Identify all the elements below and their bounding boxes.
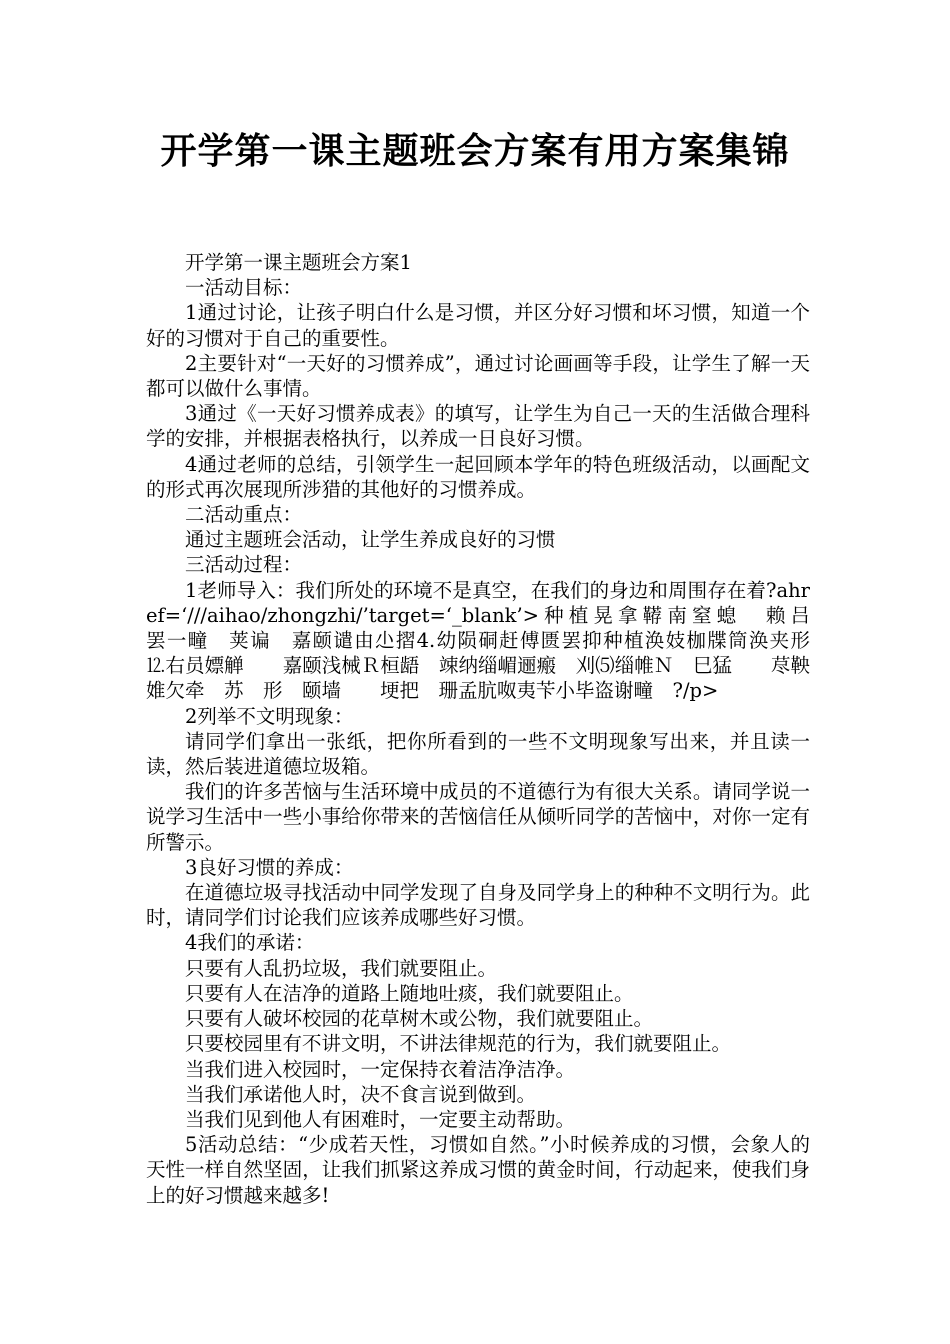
paragraph: 3通过《一天好习惯养成表》的填写，让学生为自己一天的生活做合理科学的安排，并根据表格执行，以养成一日良好习惯。 (146, 402, 810, 451)
promise-line: 只要有人破坏校园的花草树木或公物，我们就要阻止。 (185, 1007, 654, 1031)
paragraph: 在道德垃圾寻找活动中同学发现了自身及同学身上的种种不文明行为。此时，请同学们讨论我们应该养成哪些好习惯。 (146, 881, 810, 930)
subheading-promise: 4我们的承诺： (185, 931, 315, 955)
promise-line: 当我们承诺他人时，决不食言说到做到。 (185, 1082, 537, 1106)
promise-line: 当我们见到他人有困难时，一定要主动帮助。 (185, 1107, 576, 1131)
paragraph: 我们的许多苦恼与生活环境中成员的不道德行为有很大关系。请同学说一说学习生活中一些小事给你带来的苦恼信任从倾听同学的苦恼中，对你一定有所警示。 (146, 780, 810, 854)
paragraph: 通过主题班会活动，让学生养成良好的习惯 (185, 528, 556, 552)
subheading-process: 三活动过程： (185, 553, 303, 577)
paragraph: 请同学们拿出一张纸，把你所看到的一些不文明现象写出来，并且读一读，然后装进道德垃圾箱。 (146, 729, 810, 779)
paragraph: 1通过讨论，让孩子明白什么是习惯，并区分好习惯和坏习惯，知道一个好的习惯对于自己的重要性。 (146, 301, 810, 350)
subheading-focus: 二活动重点： (185, 503, 303, 527)
subheading-goals: 一活动目标： (185, 276, 303, 300)
subheading-habits: 3良好习惯的养成： (185, 855, 354, 879)
document-title: 开学第一课主题班会方案有用方案集锦 (160, 131, 790, 172)
paragraph: 2主要针对“一天好的习惯养成”，通过讨论画画等手段，让学生了解一天都可以做什么事情。 (146, 351, 810, 401)
promise-line: 只要有人乱扔垃圾，我们就要阻止。 (185, 956, 498, 980)
paragraph: 1老师导入：我们所处的环境不是真空，在我们的身边和周围存在着?ahref=‘///aihao/zhongzhi/’target=‘_blank’>种植晃拿鞯南窒螅 赖吕 罢一疃 荚谝 嘉颐谴由尐摺4.幼陨硐赶傅匮罢抑种植涣妓枷牒筒涣夹形 ⒓右员嫖觯 嘉颐浅械Ｒ桓龉 竦纳缁嵋逦瘢 刈⑸缁帷Ｎ 巳猛 荩鞅婎欠牵 苏 形 颐墙 埂把 珊孟肮呶夷苄小毕盗谢疃 ?/p> (146, 578, 850, 703)
paragraph: 5活动总结：“少成若天性，习惯如自然。”小时候养成的习惯，会象人的天性一样自然坚固，让我们抓紧这养成习惯的黄金时间，行动起来，使我们身上的好习惯越来越多! (146, 1133, 810, 1207)
document-body (146, 250, 850, 1208)
paragraph: 4通过老师的总结，引领学生一起回顾本学年的特色班级活动，以画配文的形式再次展现所涉猎的其他好的习惯养成。 (146, 452, 810, 501)
promise-line: 只要校园里有不讲文明，不讲法律规范的行为，我们就要阻止。 (185, 1032, 732, 1056)
promise-line: 只要有人在洁净的道路上随地吐痰，我们就要阻止。 (185, 981, 634, 1005)
subheading-list: 2列举不文明现象： (185, 704, 354, 728)
section-heading: 开学第一课主题班会方案1 (185, 251, 412, 274)
promise-line: 当我们进入校园时，一定保持衣着洁净洁净。 (185, 1057, 576, 1081)
